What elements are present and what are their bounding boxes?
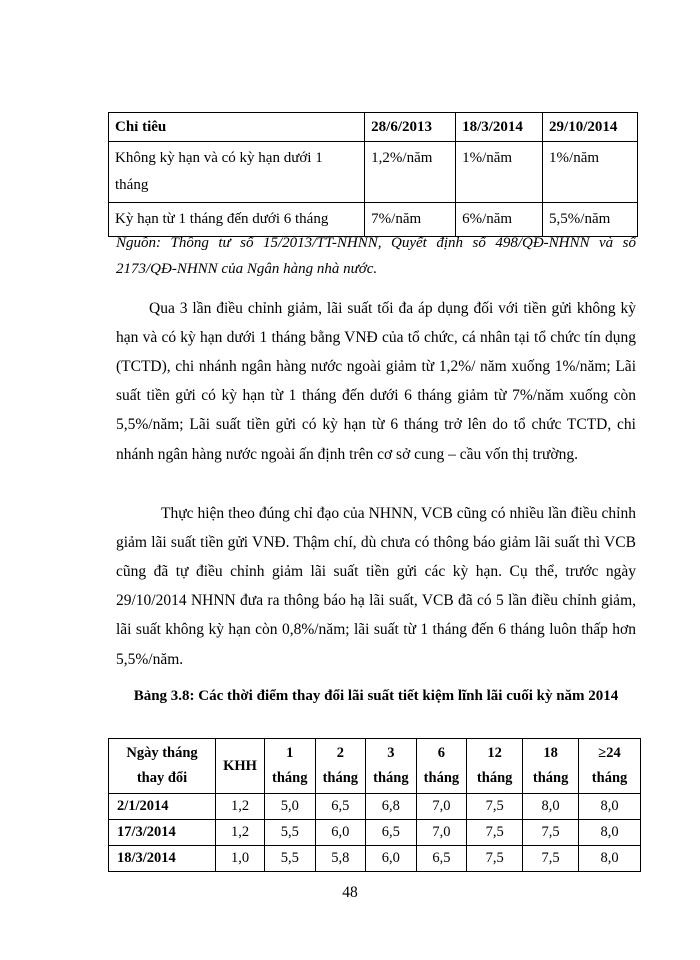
table-cell: 6,5 [416,846,467,872]
header-cell: 18 tháng [523,739,579,794]
table-cell: 5,0 [265,794,316,820]
header-cell: 6 tháng [416,739,467,794]
table-cell: 6%/năm [456,203,543,237]
table-cell: 1,0 [216,846,265,872]
table-caption: Bảng 3.8: Các thời điểm thay đổi lãi suất tiết kiệm lĩnh lãi cuối kỳ năm 2014 [133,688,619,704]
table-row [109,846,641,872]
table-cell: 7,0 [416,794,467,820]
table-cell: 8,0 [579,846,641,872]
table-cell: 1,2 [216,794,265,820]
table-header-row [109,113,638,142]
savings-rate-table [108,738,641,872]
table-cell: 8,0 [579,794,641,820]
table-cell: Không kỳ hạn và có kỳ hạn dưới 1 tháng [109,142,365,203]
header-cell: 28/6/2013 [365,113,456,142]
table-cell: 5,5 [265,846,316,872]
table-cell: 7,0 [416,820,467,846]
table-row [109,142,638,203]
header-cell: 18/3/2014 [456,113,543,142]
table-cell: 7,5 [467,820,523,846]
table-cell: 7%/năm [365,203,456,237]
table-cell: 5,5%/năm [543,203,638,237]
table-row [109,794,641,820]
table-cell: 7,5 [523,846,579,872]
header-cell: 2 tháng [315,739,366,794]
table-cell: 1,2%/năm [365,142,456,203]
header-cell: 12 tháng [467,739,523,794]
table-cell: 8,0 [523,794,579,820]
table-cell: 6,0 [315,820,366,846]
table-cell: 5,8 [315,846,366,872]
date-cell: 17/3/2014 [109,820,216,846]
body-paragraph: Qua 3 lần điều chỉnh giảm, lãi suất tối đa áp dụng đối với tiền gửi không kỳ hạn và có kỳ hạn dưới 1 tháng bằng VNĐ của tổ chức, cá nhân tại tổ chức tín dụng (TCTD), chi nhánh ngân hàng nước ngoài giảm từ 1,2%/ năm xuống 1%/năm; Lãi suất tiền gửi có kỳ hạn từ 1 tháng đến dưới 6 tháng giảm từ 7%/năm xuống còn 5,5%/năm; Lãi suất tiền gửi có kỳ hạn từ 6 tháng trở lên do tổ chức TCTD, chi nhánh ngân hàng nước ngoài ấn định trên cơ sở cung – cầu vốn thị trường. [116,299,636,463]
body-paragraph: Thực hiện theo đúng chỉ đạo của NHNN, VCB cũng có nhiều lần điều chỉnh giảm lãi suất tiền gửi VNĐ. Thậm chí, dù chưa có thông báo giảm lãi suất thì VCB cũng đã tự điều chỉnh giảm lãi suất tiền gửi các kỳ hạn. Cụ thể, trước ngày 29/10/2014 NHNN đưa ra thông báo hạ lãi suất, VCB đã có 5 lần điều chỉnh giảm, lãi suất không kỳ hạn còn 0,8%/năm; lãi suất từ 1 tháng đến 6 tháng luôn thấp hơn 5,5%/năm. [116,504,636,668]
header-cell: 29/10/2014 [543,113,638,142]
table-cell: 6,5 [315,794,366,820]
source-note: Nguồn: Thông tư số 15/2013/TT-NHNN, Quyết định số 498/QĐ-NHNN và số 2173/QĐ-NHNN của Ngân hàng nhà nước. [116,235,636,277]
date-cell: 18/3/2014 [109,846,216,872]
date-cell: 2/1/2014 [109,794,216,820]
table-row [109,820,641,846]
interest-rate-cap-table [108,112,638,237]
table-cell: 8,0 [579,820,641,846]
header-cell: 3 tháng [366,739,417,794]
table-cell: 7,5 [467,794,523,820]
table-cell: 6,5 [366,820,417,846]
table-cell: 7,5 [523,820,579,846]
table-cell: 6,0 [366,846,417,872]
header-cell: Ngày tháng thay đổi [109,739,216,794]
table-cell: 7,5 [467,846,523,872]
header-cell: KHH [216,739,265,794]
table-cell: 1,2 [216,820,265,846]
table-cell: 5,5 [265,820,316,846]
table-cell: 1%/năm [543,142,638,203]
header-cell: ≥24 tháng [579,739,641,794]
table-cell: 6,8 [366,794,417,820]
table-cell: Kỳ hạn từ 1 tháng đến dưới 6 tháng [109,203,365,237]
table-header-row [109,739,641,794]
table-cell: 1%/năm [456,142,543,203]
page-number: 48 [342,884,358,901]
header-cell: 1 tháng [265,739,316,794]
header-cell: Chỉ tiêu [109,113,365,142]
